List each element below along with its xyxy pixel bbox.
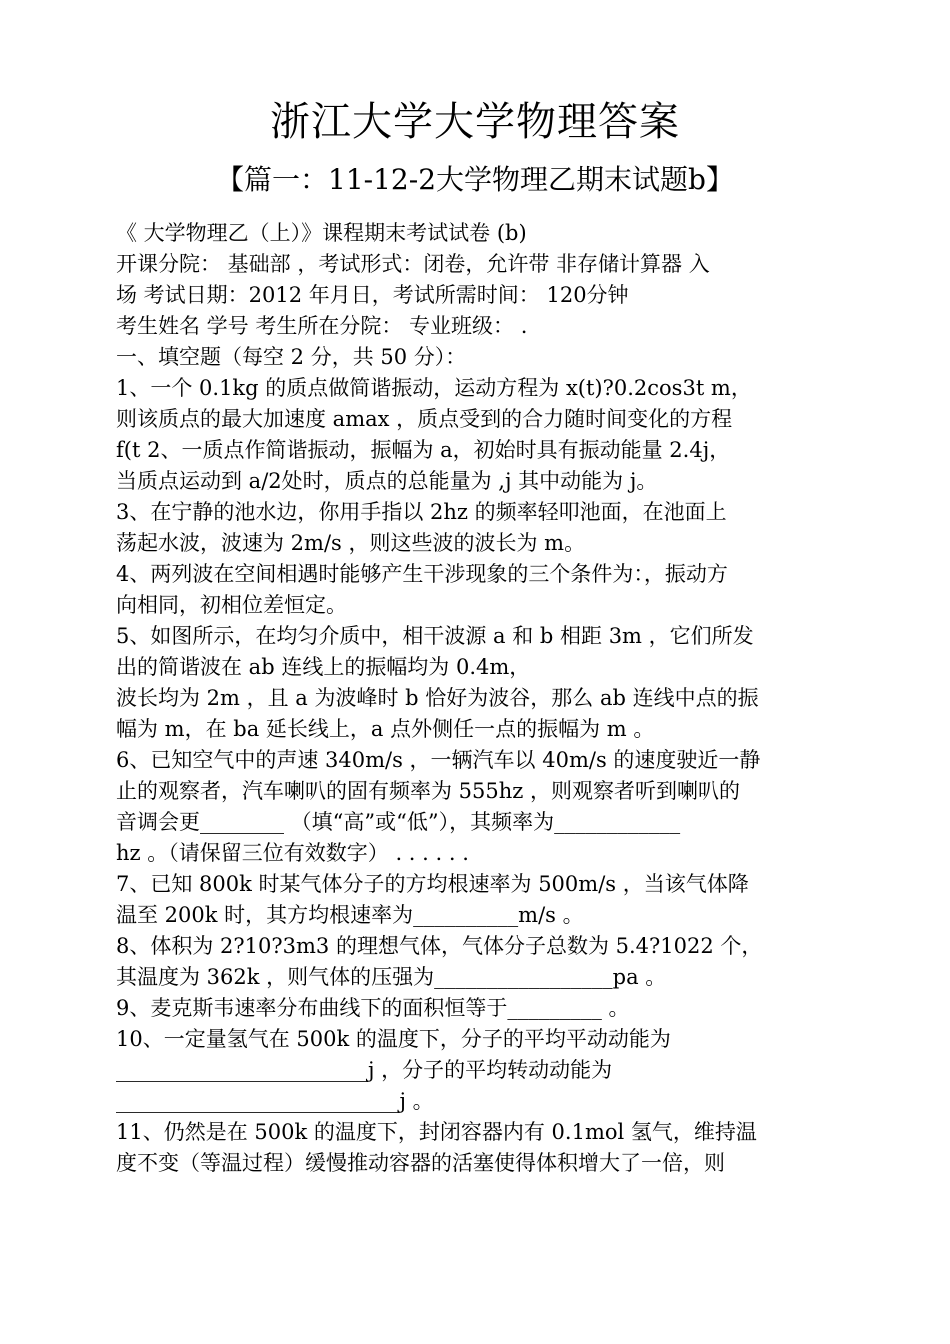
body-line: 4、两列波在空间相遇时能够产生干涉现象的三个条件为：，振动方 — [116, 562, 728, 586]
body-line: 9、麦克斯韦速率分布曲线下的面积恒等于_________ 。 — [116, 996, 630, 1020]
body-line: ___________________________j 。 — [116, 1089, 434, 1113]
body-line: 场 考试日期：2012 年月日，考试所需时间： 120分钟 — [116, 283, 629, 307]
body-line: 出的简谐波在 ab 连线上的振幅均为 0.4m， — [116, 655, 531, 679]
body-line: 止的观察者，汽车喇叭的固有频率为 555hz ，则观察者听到喇叭的 — [116, 779, 741, 803]
document-subtitle: 【篇一：11-12-2大学物理乙期末试题b】 — [216, 163, 734, 196]
body-line: 度不变（等温过程）缓慢推动容器的活塞使得体积增大了一倍，则 — [116, 1151, 725, 1175]
body-line: 8、体积为 2?10?3m3 的理想气体，气体分子总数为 5.4?1022 个， — [116, 934, 763, 958]
body-line: 其温度为 362k ，则气体的压强为_________________pa 。 — [116, 965, 667, 989]
body-line: 则该质点的最大加速度 amax ，质点受到的合力随时间变化的方程 — [116, 407, 733, 431]
body-line: 荡起水波，波速为 2m/s ，则这些波的波长为 m。 — [116, 531, 586, 555]
body-line: 当质点运动到 a/2处时，质点的总能量为 ,j 其中动能为 j。 — [116, 469, 658, 493]
body-line: 开课分院： 基础部 ，考试形式：闭卷，允许带 非存储计算器 入 — [116, 252, 710, 276]
body-line: 考生姓名 学号 考生所在分院： 专业班级： . — [116, 314, 528, 338]
body-line: 1、一个 0.1kg 的质点做简谐振动，运动方程为 x(t)?0.2cos3t m， — [116, 376, 752, 400]
body-line: 7、已知 800k 时某气体分子的方均根速率为 500m/s ，当该气体降 — [116, 872, 749, 896]
body-line: 温至 200k 时，其方均根速率为__________m/s 。 — [116, 903, 584, 927]
body-line: 波长均为 2m ，且 a 为波峰时 b 恰好为波谷，那么 ab 连线中点的振 — [116, 686, 759, 710]
body-line: 6、已知空气中的声速 340m/s ，一辆汽车以 40m/s 的速度驶近一静 — [116, 748, 761, 772]
body-line: 幅为 m，在 ba 延长线上，a 点外侧任一点的振幅为 m 。 — [116, 717, 655, 741]
body-line: 11、仍然是在 500k 的温度下，封闭容器内有 0.1mol 氢气，维持温 — [116, 1120, 757, 1144]
body-line: 《 大学物理乙（上）》课程期末考试试卷 (b) — [116, 221, 527, 245]
body-line: 一、填空题（每空 2 分，共 50 分）： — [116, 345, 467, 369]
body-line: f(t 2、一质点作简谐振动，振幅为 a，初始时具有振动能量 2.4j， — [116, 438, 731, 462]
document-body — [116, 218, 836, 1179]
body-line: 音调会更________ （填“高”或“低”），其频率为____________ — [116, 810, 681, 834]
body-line: 3、在宁静的池水边，你用手指以 2hz 的频率轻叩池面，在池面上 — [116, 500, 727, 524]
body-line: ________________________j ，分子的平均转动动能为 — [116, 1058, 613, 1082]
body-line: hz 。（请保留三位有效数字） . . . . . . — [116, 841, 469, 865]
document-title: 浙江大学大学物理答案 — [270, 99, 680, 145]
body-line: 向相同，初相位差恒定。 — [116, 593, 347, 617]
body-line: 5、如图所示，在均匀介质中，相干波源 a 和 b 相距 3m ，它们所发 — [116, 624, 754, 648]
body-line: 10、一定量氢气在 500k 的温度下，分子的平均平动动能为 — [116, 1027, 671, 1051]
